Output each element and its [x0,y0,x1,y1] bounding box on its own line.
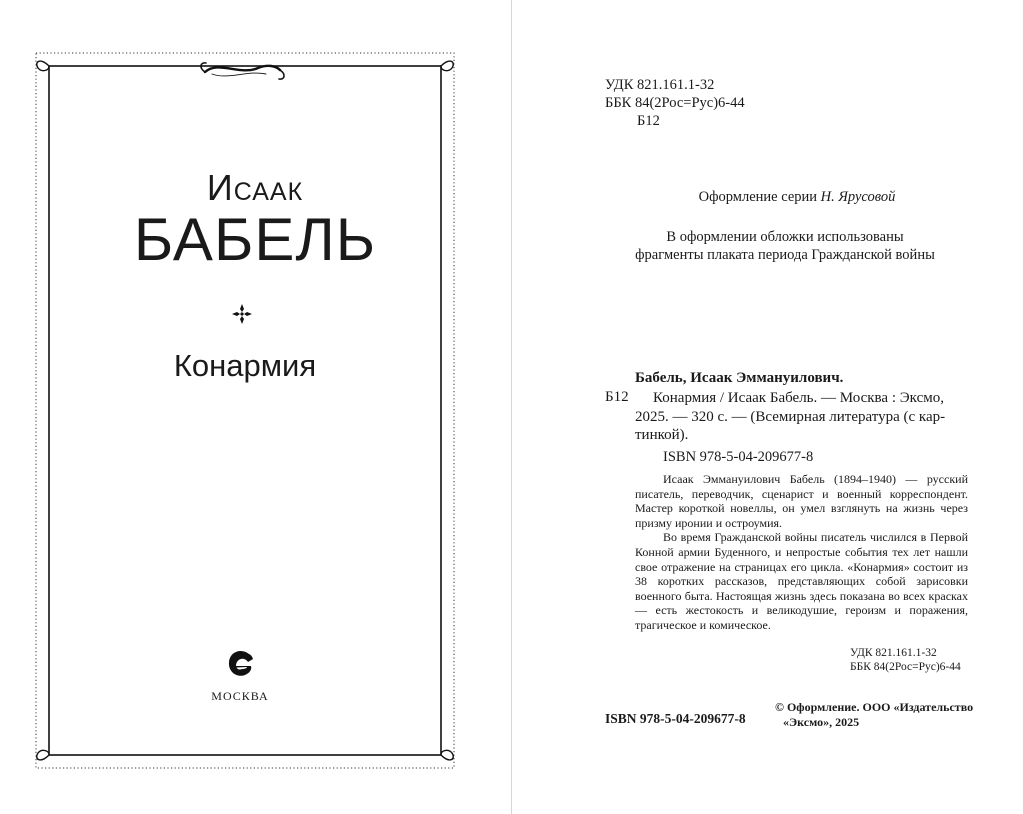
small-bbk-code: ББК 84(2Рос=Рус)6-44 [850,661,961,673]
bibliographic-line-2: 2025. — 320 с. — (Всемирная литература (с кар- [635,408,946,425]
author-code: Б12 [637,113,660,129]
annotation-paragraph-1: Исаак Эммануилович Бабель (1894–1940) — русский писатель, переводчик, сценарист и военный корреспондент. Мастер короткой новеллы, он умел взглянуть на жизнь через призму иронии и остроумия. [635,472,968,530]
bibliographic-code: Б12 [605,389,629,405]
cover-note [610,228,960,264]
imprint-page [512,0,1023,814]
author-first-name: Исаак [206,167,304,208]
book-title: Конармия [173,348,317,383]
annotation-paragraph-2: Во время Гражданской войны писатель числился в Первой Конной армии Буденного, и непростые события тех лет нашли свое отражение на страницах его цикла. «Конармия» состоит из 38 коротких рассказов, представляющих собой зарисовки военного быта. Настоящая жизнь здесь показана во всех красках — есть жестокость и великодушие, героизм и поражения, трагическое и комическое. [635,530,968,632]
fleuron-ornament-icon [231,303,253,325]
bibliographic-entry [635,389,972,445]
annotation [635,472,968,633]
bbk-code: ББК 84(2Рос=Рус)6-44 [605,95,745,111]
eksmo-logo-icon [222,645,260,683]
series-design-prefix: Оформление серии [698,189,818,205]
small-udk-code: УДК 821.161.1-32 [850,647,937,659]
entry-isbn: ISBN 978-5-04-209677-8 [663,449,814,465]
bibliographic-line-1: Конармия / Исаак Бабель. — Москва : Эксмо, [653,390,944,406]
series-design-credit [632,189,962,206]
title-page [0,0,511,814]
copyright-notice [775,700,975,730]
copyright-line-2: «Эксмо», 2025 [783,715,860,729]
author-last-name: БАБЕЛЬ [133,206,377,273]
series-designer-name: Н. Ярусовой [820,189,896,205]
publisher-city: МОСКВА [211,689,269,703]
bibliographic-line-3: тинкой). [635,427,689,443]
bottom-isbn: ISBN 978-5-04-209677-8 [605,711,746,726]
cover-note-line-1: В оформлении обложки использованы [666,229,904,245]
cover-note-line-2: фрагменты плаката периода Гражданской войны [635,247,935,263]
copyright-line-1: © Оформление. ООО «Издательство [775,700,974,714]
classification-codes [605,76,745,130]
small-classification-codes [850,646,961,674]
udk-code: УДК 821.161.1-32 [605,77,715,93]
bibliographic-author: Бабель, Исаак Эммануилович. [635,370,844,386]
